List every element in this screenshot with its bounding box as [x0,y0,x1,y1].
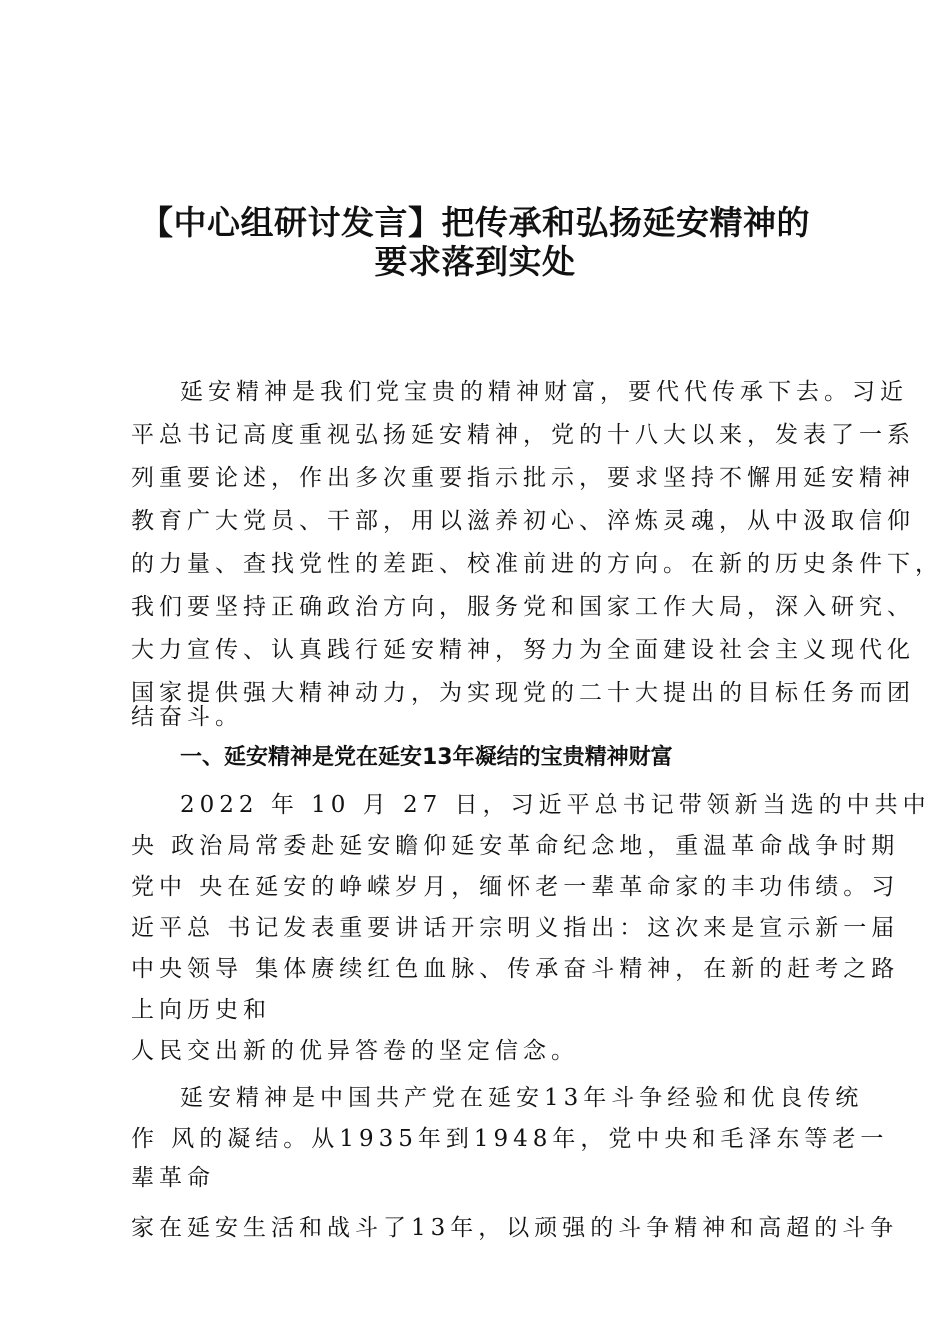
paragraph-2-line: 党中 央在延安的峥嵘岁月，缅怀老一辈革命家的丰功伟绩。习 [131,874,900,900]
paragraph-1-line: 教育广大党员、干部，用以滋养初心、淬炼灵魂，从中汲取信仰 [131,508,915,534]
paragraph-2-line: 2022 年 10 月 27 日，习近平总书记带领新当选的中共中 [180,792,931,818]
paragraph-1-line: 结奋斗。 [131,704,243,730]
paragraph-2-line: 上向历史和 [131,997,271,1023]
paragraph-2-line: 人民交出新的优异答卷的坚定信念。 [131,1038,579,1064]
paragraph-2-line: 中央领导 集体赓续红色血脉、传承奋斗精神，在新的赶考之路 [131,956,900,982]
section-1-heading: 一、延安精神是党在延安13年凝结的宝贵精神财富 [180,745,673,770]
paragraph-3-line: 家在延安生活和战斗了13年，以顽强的斗争精神和高超的斗争 [131,1215,899,1241]
paragraph-1-line: 平总书记高度重视弘扬延安精神，党的十八大以来，发表了一系 [131,422,915,448]
paragraph-3-line: 作 风的凝结。从1935年到1948年，党中央和毛泽东等老一 [131,1126,889,1152]
paragraph-1-line: 我们要坚持正确政治方向，服务党和国家工作大局，深入研究、 [131,594,915,620]
paragraph-1-line: 大力宣传、认真践行延安精神，努力为全面建设社会主义现代化 [131,637,915,663]
paragraph-1-line: 的力量、查找党性的差距、校准前进的方向。在新的历史条件下， [131,551,943,577]
paragraph-2-line: 央 政治局常委赴延安瞻仰延安革命纪念地，重温革命战争时期 [131,833,900,859]
paragraph-2-line: 近平总 书记发表重要讲话开宗明义指出：这次来是宣示新一届 [131,915,900,941]
paragraph-1-line: 列重要论述，作出多次重要指示批示，要求坚持不懈用延安精神 [131,465,915,491]
page-title-line-1: 【中心组研讨发言】把传承和弘扬延安精神的 [140,203,810,242]
paragraph-1-line: 延安精神是我们党宝贵的精神财富，要代代传承下去。习近 [180,379,908,405]
paragraph-3-line: 延安精神是中国共产党在延安13年斗争经验和优良传统 [180,1085,864,1111]
paragraph-3-line: 辈革命 [131,1165,215,1191]
page-title-line-2: 要求落到实处 [374,242,576,281]
paragraph-1-line: 国家提供强大精神动力，为实现党的二十大提出的目标任务而团 [131,680,915,706]
